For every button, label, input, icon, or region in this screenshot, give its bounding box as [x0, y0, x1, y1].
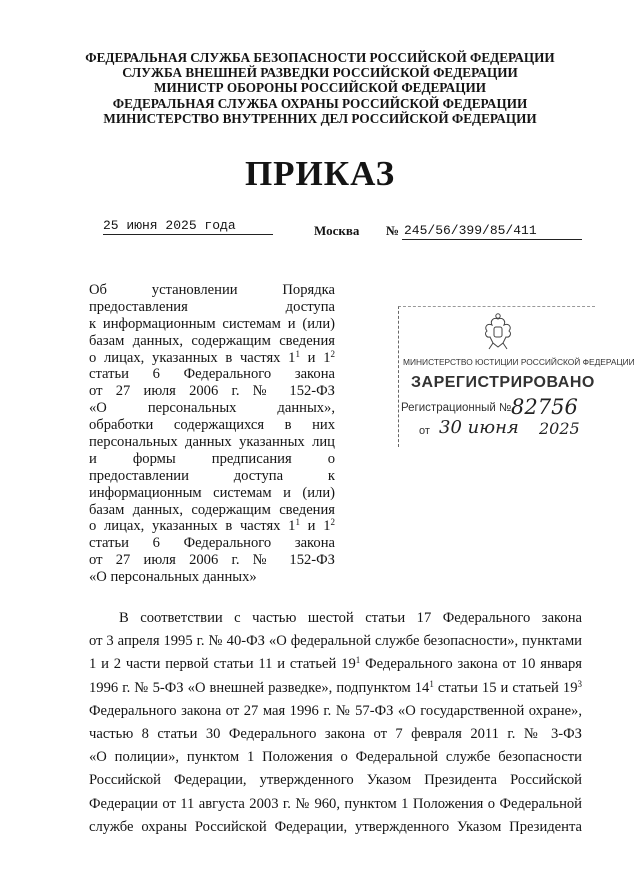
order-number-label: № [386, 223, 400, 238]
superscript: 2 [330, 517, 335, 528]
superscript: 1 [295, 348, 300, 359]
order-number: 245/56/399/85/411 [402, 223, 582, 240]
body-line: Российской Федерации, утвержденного Указом Президента Российской [89, 772, 582, 789]
subject-line: предоставлении доступа к [89, 467, 335, 484]
subject-line: статьи 6 Федерального закона [89, 366, 335, 383]
subject-line: персональных данных указанных лиц [89, 434, 335, 451]
subject-line: к информационным системам и (или) [89, 315, 335, 332]
order-body-text [89, 607, 582, 839]
double-eagle-emblem-icon [481, 313, 515, 351]
subject-line: Об установлении Порядка [89, 282, 335, 298]
header-line: СЛУЖБА ВНЕШНЕЙ РАЗВЕДКИ РОССИЙСКОЙ ФЕДЕРАЦИИ [122, 65, 518, 81]
header-line: МИНИСТР ОБОРОНЫ РОССИЙСКОЙ ФЕДЕРАЦИИ [154, 80, 486, 96]
subject-line: о лицах, указанных в частях $1^1$ и $1^2$ [89, 517, 335, 535]
stamp-date-prefix: от [419, 425, 430, 437]
body-line: частью 8 статьи 30 Федерального закона от 7 февраля 2011 г. № 3-ФЗ [89, 725, 582, 742]
subject-line: «О персональных данных» [89, 569, 257, 586]
subject-line: обработки содержащихся в них [89, 417, 335, 434]
body-line: 1996 г. № 5-ФЗ «О внешней разведке», подпунктом $14^1$ статьи 15 и статьей $19^3$ [89, 678, 583, 696]
body-line: Федерального закона от 27 мая 1996 г. № 57-ФЗ «О государственной охране», [89, 702, 582, 719]
superscript: 1 [355, 655, 361, 666]
subject-line: о лицах, указанных в частях $1^1$ и $1^2$ [89, 348, 335, 366]
superscript: 1 [295, 517, 300, 528]
stamp-ministry: МИНИСТЕРСТВО ЮСТИЦИИ РОССИЙСКОЙ ФЕДЕРАЦИИ [403, 357, 635, 367]
body-line: В соответствии с частью шестой статьи 17 Федерального закона [119, 610, 582, 626]
header-line: ФЕДЕРАЛЬНАЯ СЛУЖБА ОХРАНЫ РОССИЙСКОЙ ФЕДЕРАЦИИ [112, 95, 528, 111]
subject-line: от 27 июля 2006 г. № 152-ФЗ [89, 383, 335, 400]
order-subject [89, 282, 335, 586]
body-line: Федерации от 11 августа 2003 г. № 960, пунктом 1 Положения о Федеральной [89, 795, 582, 812]
subject-line: базам данных, содержащим сведения [89, 332, 335, 349]
header-line: МИНИСТЕРСТВО ВНУТРЕННИХ ДЕЛ РОССИЙСКОЙ ФЕДЕРАЦИИ [103, 110, 537, 126]
order-date: 25 июня 2025 года [103, 218, 273, 235]
subject-line: предоставления доступа [89, 298, 335, 315]
body-line: службе охраны Российской Федерации, утвержденного Указом Президента [89, 818, 582, 835]
stamp-status: ЗАРЕГИСТРИРОВАНО [411, 374, 595, 391]
superscript: 3 [577, 678, 583, 689]
header-line: ФЕДЕРАЛЬНАЯ СЛУЖБА БЕЗОПАСНОСТИ РОССИЙСКОЙ ФЕДЕРАЦИИ [85, 50, 555, 65]
subject-line: базам данных, содержащим сведения [89, 501, 335, 518]
body-line: от 3 апреля 1995 г. № 40-ФЗ «О федеральной службе безопасности», пунктами [89, 633, 582, 650]
stamp-year: 2025 [539, 419, 580, 438]
body-line: «О полиции», пунктом 1 Положения о Федеральной службе безопасности [89, 749, 582, 766]
body-line: 1 и 2 части первой статьи 11 и статьей $19^1$ Федерального закона от 10 января [89, 655, 582, 673]
stamp-registration-label: Регистрационный № [401, 402, 512, 414]
document-type-title: ПРИКАЗ [244, 154, 396, 193]
subject-line: от 27 июля 2006 г. № 152-ФЗ [89, 552, 335, 569]
subject-line: и формы предписания о [89, 450, 335, 467]
superscript: 2 [330, 348, 335, 359]
subject-line: информационным системам и (или) [89, 484, 335, 501]
superscript: 1 [429, 678, 434, 689]
stamp-date-value: 30 июня [439, 417, 519, 438]
issuing-authorities [0, 50, 640, 126]
order-city: Москва [314, 223, 360, 238]
registration-stamp [398, 306, 635, 447]
subject-line: «О персональных данных», [89, 400, 335, 417]
subject-line: статьи 6 Федерального закона [89, 535, 335, 552]
stamp-registration-number: 82756 [511, 395, 578, 419]
